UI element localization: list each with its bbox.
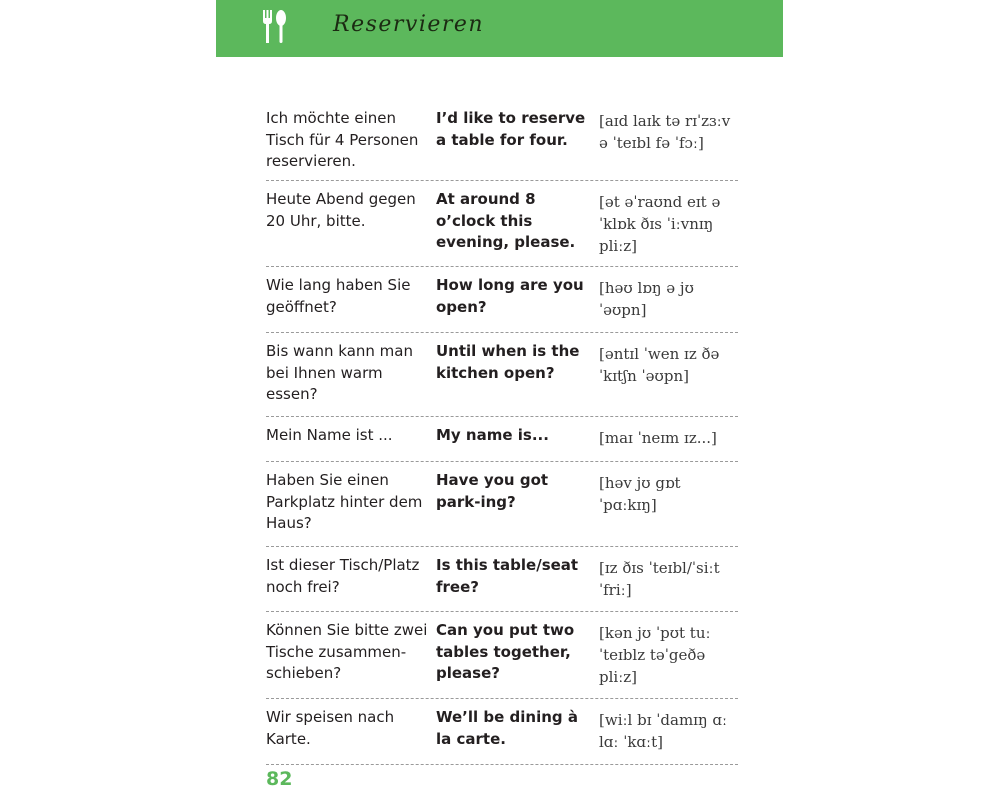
phrase-row (266, 547, 738, 612)
phrase-table (266, 100, 738, 765)
pronunciation: [ɪz ðɪs ˈteɪbl/ˈsiːt ˈfriː] (599, 559, 720, 599)
pronunciation: [ət əˈraʊnd eɪt əˈklɒk ðɪs ˈiːvnɪŋ pliːz] (599, 193, 721, 255)
phrase-row (266, 462, 738, 547)
german-phrase: Wir speisen nach Karte. (266, 708, 395, 748)
section-header (216, 0, 783, 57)
english-phrase: Until when is the kitchen open? (436, 342, 580, 382)
pronunciation: [aɪd laɪk tə rɪˈzɜːv ə ˈteɪbl fə ˈfɔː] (599, 112, 731, 152)
pronunciation: [maɪ ˈneɪm ɪz...] (599, 429, 717, 447)
english-phrase: How long are you open? (436, 276, 584, 316)
phrase-row (266, 100, 738, 181)
phrase-row (266, 333, 738, 417)
pronunciation: [həʊ lɒŋ ə jʊ ˈəʊpn] (599, 279, 694, 319)
phrase-row (266, 612, 738, 699)
english-phrase: At around 8 o’clock this evening, please. (436, 190, 576, 251)
phrase-row (266, 417, 738, 462)
english-phrase: Can you put two tables together, please? (436, 621, 575, 682)
german-phrase: Heute Abend gegen 20 Uhr, bitte. (266, 190, 416, 230)
page-number: 82 (266, 768, 293, 790)
pronunciation: [wiːl bɪ ˈdamɪŋ ɑː lɑː ˈkɑːt] (599, 711, 728, 751)
phrase-row (266, 267, 738, 333)
english-phrase: My name is... (436, 426, 549, 444)
german-phrase: Können Sie bitte zwei Tische zusammen-schieben? (266, 621, 428, 682)
german-phrase: Ist dieser Tisch/Platz noch frei? (266, 556, 420, 596)
pronunciation: [həv jʊ gɒt ˈpɑːkɪŋ] (599, 474, 681, 514)
pronunciation: [əntɪl ˈwen ɪz ðə ˈkɪtʃn ˈəʊpn] (599, 345, 720, 385)
phrase-row (266, 181, 738, 267)
cutlery-icon (262, 10, 288, 44)
german-phrase: Ich möchte einen Tisch für 4 Personen reservieren. (266, 109, 419, 170)
german-phrase: Bis wann kann man bei Ihnen warm essen? (266, 342, 413, 403)
english-phrase: Have you got park-ing? (436, 471, 549, 511)
phrase-row (266, 699, 738, 765)
section-title: Reservieren (333, 12, 485, 37)
german-phrase: Mein Name ist ... (266, 426, 393, 444)
german-phrase: Haben Sie einen Parkplatz hinter dem Haus? (266, 471, 423, 532)
german-phrase: Wie lang haben Sie geöffnet? (266, 276, 411, 316)
english-phrase: I’d like to reserve a table for four. (436, 109, 586, 149)
english-phrase: We’ll be dining à la carte. (436, 708, 578, 748)
english-phrase: Is this table/seat free? (436, 556, 579, 596)
pronunciation: [kən jʊ ˈpʊt tuː ˈteɪblz təˈgeðə pliːz] (599, 624, 711, 686)
